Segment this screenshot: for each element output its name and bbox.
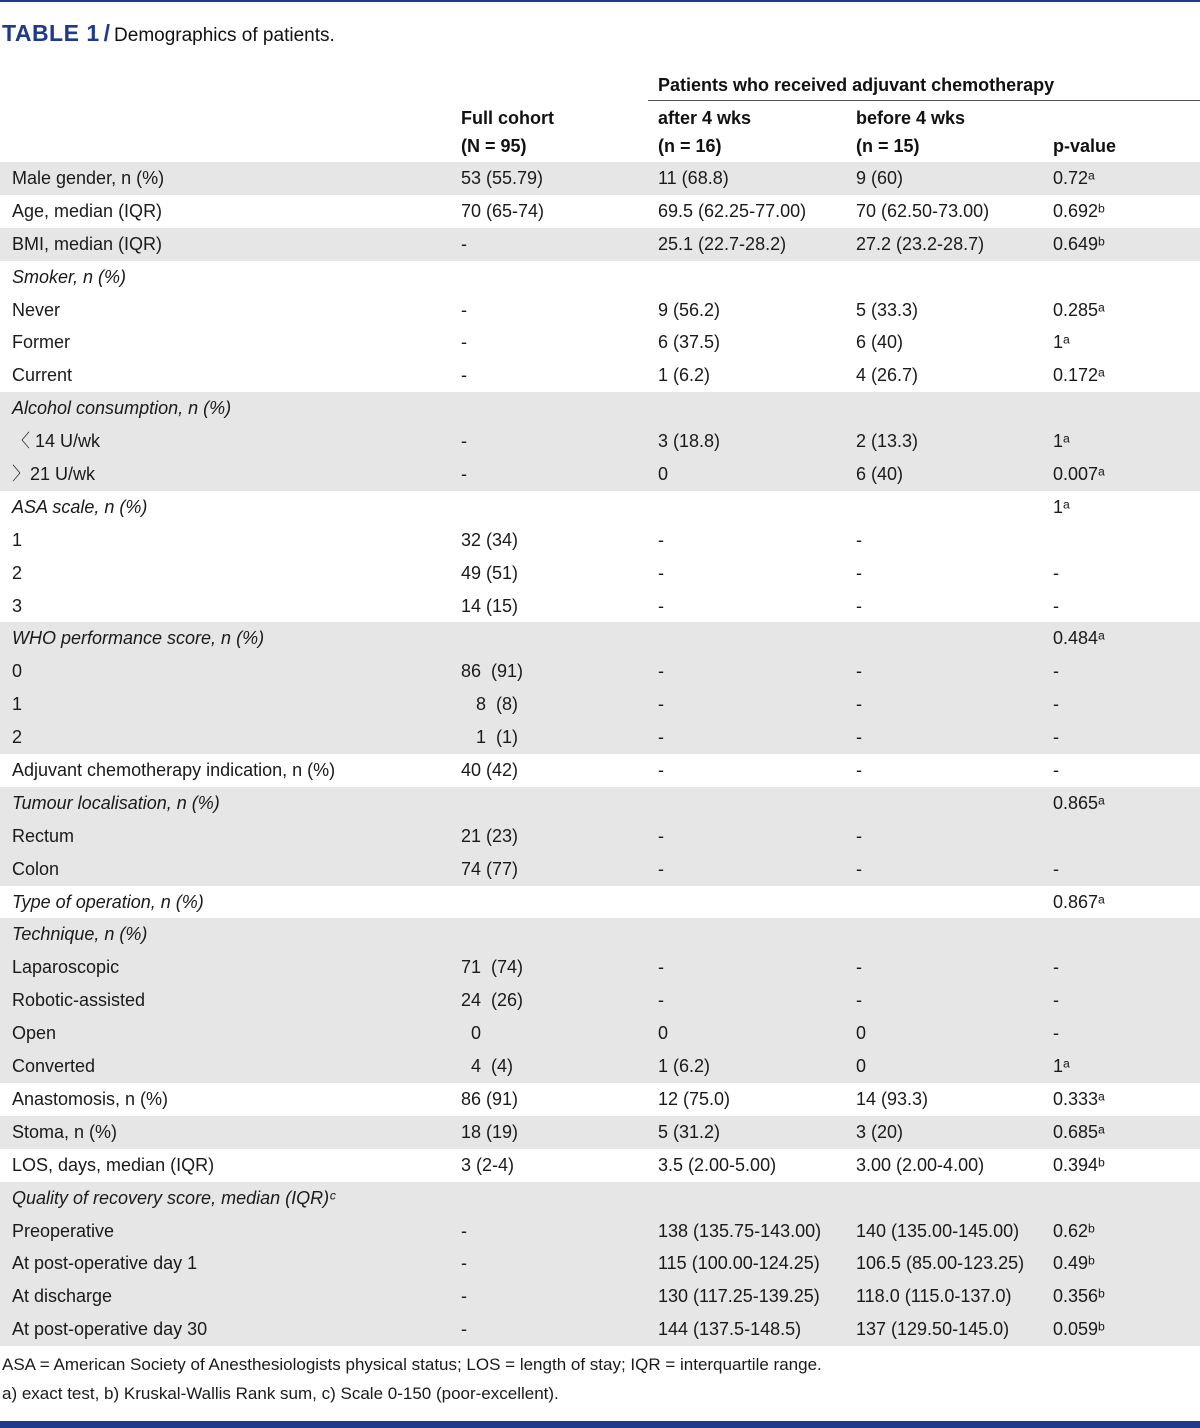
table-row <box>0 1083 1200 1116</box>
row-label: Colon <box>12 858 60 879</box>
after-4wks-cell: 12 (75.0) <box>658 1088 731 1109</box>
full-cohort-cell: - <box>461 299 467 320</box>
row-label: Adjuvant chemotherapy indication, n (%) <box>12 760 336 781</box>
table-row <box>0 228 1200 261</box>
pvalue-cell: - <box>1053 727 1059 748</box>
after-4wks-cell: 1 (6.2) <box>658 1056 711 1077</box>
after-4wks-cell: 11 (68.8) <box>658 168 729 188</box>
pvalue-cell: - <box>1053 595 1059 616</box>
row-label: Preoperative <box>12 1220 115 1241</box>
table-row <box>0 1116 1200 1149</box>
pvalue-header: p-value <box>1053 136 1117 156</box>
before-4wks-cell: 9 (60) <box>856 168 904 188</box>
row-label: Quality of recovery score, median (IQR)ᶜ <box>12 1187 336 1208</box>
full-cohort-cell: - <box>461 1253 467 1274</box>
after-4wks-cell: 138 (135.75-143.00) <box>658 1220 822 1241</box>
table-row <box>0 162 1200 195</box>
table-row <box>0 1280 1200 1313</box>
table-section-row <box>0 787 1200 820</box>
table-row <box>0 195 1200 228</box>
row-label: Type of operation, n (%) <box>12 891 204 912</box>
before-4wks-cell: - <box>856 760 862 781</box>
before-4wks-cell: 106.5 (85.00-123.25) <box>856 1253 1025 1274</box>
row-label: ASA scale, n (%) <box>12 496 148 517</box>
pvalue-cell: 0.394ᵇ <box>1053 1154 1105 1175</box>
full-cohort-cell: 40 (42) <box>461 760 519 781</box>
before-4wks-header-line1: before 4 wks <box>856 108 966 128</box>
pvalue-cell: 1ᵃ <box>1053 431 1070 452</box>
after-4wks-header-line2: (n = 16) <box>658 136 722 156</box>
pvalue-cell: - <box>1053 661 1059 682</box>
table-row <box>0 853 1200 886</box>
table-row <box>0 425 1200 458</box>
pvalue-cell: 1ᵃ <box>1053 1056 1070 1077</box>
before-4wks-cell: 70 (62.50-73.00) <box>856 200 990 221</box>
after-4wks-header <box>658 104 751 160</box>
row-label: Former <box>12 332 70 353</box>
full-cohort-cell: - <box>461 1220 467 1241</box>
full-cohort-header-line1: Full cohort <box>461 108 554 128</box>
row-label: Male gender, n (%) <box>12 168 165 188</box>
before-4wks-header-line2: (n = 15) <box>856 136 920 156</box>
table-row <box>0 754 1200 787</box>
before-4wks-cell: - <box>856 694 862 715</box>
table-row <box>0 688 1200 721</box>
pvalue-cell: - <box>1053 1023 1059 1044</box>
pvalue-cell: - <box>1053 694 1059 715</box>
table-row <box>0 294 1200 327</box>
table-row <box>0 1017 1200 1050</box>
table-section-row <box>0 261 1200 294</box>
full-cohort-cell: - <box>461 1319 467 1340</box>
pvalue-cell: 1ᵃ <box>1053 496 1070 517</box>
pvalue-cell: - <box>1053 957 1059 978</box>
full-cohort-cell: 3 (2-4) <box>461 1154 515 1175</box>
pvalue-cell: 0.62ᵇ <box>1053 1220 1095 1241</box>
table-title: Demographics of patients. <box>114 25 335 46</box>
after-4wks-cell: - <box>658 694 664 715</box>
row-label: Laparoscopic <box>12 957 120 978</box>
row-label: 〈 14 U/wk <box>12 431 101 452</box>
full-cohort-cell: 53 (55.79) <box>461 168 544 188</box>
after-4wks-cell: 0 <box>658 1023 669 1044</box>
footnote-abbreviations: ASA = American Society of Anesthesiologists physical status; LOS = length of stay; IQR = interquartile range. <box>2 1355 822 1374</box>
before-4wks-cell: - <box>856 562 862 583</box>
full-cohort-cell: 8 (8) <box>461 694 519 715</box>
row-label: Open <box>12 1023 57 1044</box>
pvalue-cell: 0.865ᵃ <box>1053 792 1105 813</box>
table-section-row <box>0 622 1200 655</box>
row-label: At discharge <box>12 1286 113 1307</box>
table-row <box>0 359 1200 392</box>
table-row <box>0 820 1200 853</box>
table-row <box>0 1313 1200 1346</box>
after-4wks-cell: 69.5 (62.25-77.00) <box>658 200 807 221</box>
row-label: 3 <box>12 595 23 616</box>
table-section-row <box>0 392 1200 425</box>
table-number: TABLE 1 <box>2 20 100 46</box>
before-4wks-cell: 0 <box>856 1023 867 1044</box>
table-row <box>0 951 1200 984</box>
full-cohort-header <box>461 104 554 160</box>
group-header-rule <box>648 100 1200 101</box>
after-4wks-cell: - <box>658 825 664 846</box>
after-4wks-cell: - <box>658 957 664 978</box>
pvalue-cell: 0.685ᵃ <box>1053 1121 1105 1142</box>
after-4wks-cell: - <box>658 760 664 781</box>
full-cohort-cell: 74 (77) <box>461 858 519 879</box>
after-4wks-cell: 144 (137.5-148.5) <box>658 1319 802 1340</box>
top-rule <box>0 0 1200 2</box>
after-4wks-cell: 6 (37.5) <box>658 332 721 353</box>
full-cohort-cell: 49 (51) <box>461 562 519 583</box>
before-4wks-cell: 6 (40) <box>856 464 904 485</box>
after-4wks-cell: 0 <box>658 464 669 485</box>
row-label: At post-operative day 1 <box>12 1253 198 1274</box>
table-section-row <box>0 886 1200 919</box>
row-label: Age, median (IQR) <box>12 200 163 221</box>
full-cohort-cell: 14 (15) <box>461 595 519 616</box>
table-row <box>0 524 1200 557</box>
full-cohort-cell: 24 (26) <box>461 990 524 1011</box>
pvalue-cell: 0.356ᵇ <box>1053 1286 1105 1307</box>
full-cohort-cell: 21 (23) <box>461 825 519 846</box>
after-4wks-cell: - <box>658 727 664 748</box>
full-cohort-cell: 4 (4) <box>461 1056 514 1077</box>
pvalue-cell: 0.649ᵇ <box>1053 233 1105 254</box>
row-label: Current <box>12 365 73 386</box>
full-cohort-cell: - <box>461 365 467 386</box>
after-4wks-cell: - <box>658 562 664 583</box>
before-4wks-cell: 0 <box>856 1056 867 1077</box>
row-label: 〉21 U/wk <box>12 464 96 485</box>
after-4wks-cell: 115 (100.00-124.25) <box>658 1253 820 1274</box>
table-section-row <box>0 918 1200 951</box>
table-section-row <box>0 1182 1200 1215</box>
table-section-row <box>0 491 1200 524</box>
full-cohort-header-line2: (N = 95) <box>461 136 527 156</box>
before-4wks-cell: - <box>856 990 862 1011</box>
before-4wks-cell: 27.2 (23.2-28.7) <box>856 233 985 254</box>
after-4wks-cell: - <box>658 661 664 682</box>
before-4wks-cell: - <box>856 957 862 978</box>
row-label: Robotic-assisted <box>12 990 146 1011</box>
before-4wks-cell: 6 (40) <box>856 332 904 353</box>
before-4wks-cell: 137 (129.50-145.0) <box>856 1319 1010 1340</box>
row-label: Stoma, n (%) <box>12 1121 118 1142</box>
full-cohort-cell: 86 (91) <box>461 1088 519 1109</box>
pvalue-cell: 0.172ᵃ <box>1053 365 1105 386</box>
table-row <box>0 1247 1200 1280</box>
table-row <box>0 721 1200 754</box>
full-cohort-cell: 18 (19) <box>461 1121 519 1142</box>
before-4wks-cell: 140 (135.00-145.00) <box>856 1220 1020 1241</box>
row-label: LOS, days, median (IQR) <box>12 1154 215 1175</box>
caption-separator: / <box>103 20 111 46</box>
row-label: WHO performance score, n (%) <box>12 628 265 649</box>
before-4wks-cell: - <box>856 661 862 682</box>
row-label: BMI, median (IQR) <box>12 233 163 254</box>
before-4wks-cell: - <box>856 595 862 616</box>
before-4wks-header <box>856 104 965 160</box>
before-4wks-cell: 3.00 (2.00-4.00) <box>856 1154 985 1175</box>
before-4wks-cell: 2 (13.3) <box>856 431 919 452</box>
row-label: 2 <box>12 727 23 748</box>
row-label: Rectum <box>12 825 75 846</box>
row-label: Tumour localisation, n (%) <box>12 792 220 813</box>
full-cohort-cell: - <box>461 332 467 353</box>
pvalue-cell: 0.867ᵃ <box>1053 891 1105 912</box>
row-label: At post-operative day 30 <box>12 1319 208 1340</box>
after-4wks-header-line1: after 4 wks <box>658 108 752 128</box>
pvalue-cell: 0.285ᵃ <box>1053 299 1105 320</box>
after-4wks-cell: 3 (18.8) <box>658 431 721 452</box>
pvalue-cell: 0.72ᵃ <box>1053 168 1095 188</box>
table-row <box>0 458 1200 491</box>
table-row <box>0 655 1200 688</box>
after-4wks-cell: - <box>658 529 664 550</box>
row-label: Alcohol consumption, n (%) <box>12 398 232 419</box>
pvalue-cell: - <box>1053 562 1059 583</box>
bottom-rule <box>0 1421 1200 1428</box>
row-label: Technique, n (%) <box>12 924 148 945</box>
table-row <box>0 1149 1200 1182</box>
full-cohort-cell: 70 (65-74) <box>461 200 545 221</box>
pvalue-cell: 0.059ᵇ <box>1053 1319 1105 1340</box>
table-row <box>0 984 1200 1017</box>
row-label: Smoker, n (%) <box>12 266 127 287</box>
after-4wks-cell: 3.5 (2.00-5.00) <box>658 1154 777 1175</box>
after-4wks-cell: 9 (56.2) <box>658 299 721 320</box>
table-row <box>0 557 1200 590</box>
after-4wks-cell: 130 (117.25-139.25) <box>658 1286 820 1307</box>
full-cohort-cell: - <box>461 431 467 452</box>
table-row <box>0 326 1200 359</box>
pvalue-cell: 0.692ᵇ <box>1053 200 1105 221</box>
row-label: Never <box>12 299 61 320</box>
full-cohort-cell: - <box>461 233 467 254</box>
row-label: Anastomosis, n (%) <box>12 1088 169 1109</box>
table-row <box>0 1050 1200 1083</box>
before-4wks-cell: - <box>856 858 862 879</box>
row-label: Converted <box>12 1056 96 1077</box>
before-4wks-cell: 118.0 (115.0-137.0) <box>856 1286 1012 1307</box>
row-label: 0 <box>12 661 23 682</box>
row-label: 2 <box>12 562 23 583</box>
full-cohort-cell: 86 (91) <box>461 661 524 682</box>
full-cohort-cell: - <box>461 464 467 485</box>
after-4wks-cell: - <box>658 990 664 1011</box>
before-4wks-cell: 4 (26.7) <box>856 365 919 386</box>
before-4wks-cell: 5 (33.3) <box>856 299 919 320</box>
full-cohort-cell: 0 <box>461 1023 482 1044</box>
row-label: 1 <box>12 529 23 550</box>
full-cohort-cell: 1 (1) <box>461 727 519 748</box>
pvalue-cell: 0.007ᵃ <box>1053 464 1105 485</box>
table-body <box>0 162 1200 1346</box>
pvalue-cell: 0.333ᵃ <box>1053 1088 1105 1109</box>
after-4wks-cell: 25.1 (22.7-28.2) <box>658 233 787 254</box>
footnote-legend: a) exact test, b) Kruskal-Wallis Rank sum, c) Scale 0-150 (poor-excellent). <box>2 1384 559 1403</box>
full-cohort-cell: 71 (74) <box>461 957 524 978</box>
after-4wks-cell: - <box>658 595 664 616</box>
before-4wks-cell: - <box>856 727 862 748</box>
full-cohort-cell: 32 (34) <box>461 529 519 550</box>
pvalue-cell: - <box>1053 760 1059 781</box>
full-cohort-cell: - <box>461 1286 467 1307</box>
after-4wks-cell: - <box>658 858 664 879</box>
row-label: 1 <box>12 694 23 715</box>
table-caption <box>2 20 335 47</box>
group-header: Patients who received adjuvant chemotherapy <box>658 75 1055 95</box>
after-4wks-cell: 5 (31.2) <box>658 1121 721 1142</box>
table-row <box>0 590 1200 623</box>
before-4wks-cell: - <box>856 825 862 846</box>
pvalue-cell: 0.49ᵇ <box>1053 1253 1095 1274</box>
after-4wks-cell: 1 (6.2) <box>658 365 711 386</box>
pvalue-cell: 1ᵃ <box>1053 332 1070 353</box>
pvalue-cell: 0.484ᵃ <box>1053 628 1105 649</box>
table-row <box>0 1215 1200 1248</box>
before-4wks-cell: 14 (93.3) <box>856 1088 929 1109</box>
pvalue-cell: - <box>1053 990 1059 1011</box>
pvalue-cell: - <box>1053 858 1059 879</box>
before-4wks-cell: - <box>856 529 862 550</box>
before-4wks-cell: 3 (20) <box>856 1121 904 1142</box>
